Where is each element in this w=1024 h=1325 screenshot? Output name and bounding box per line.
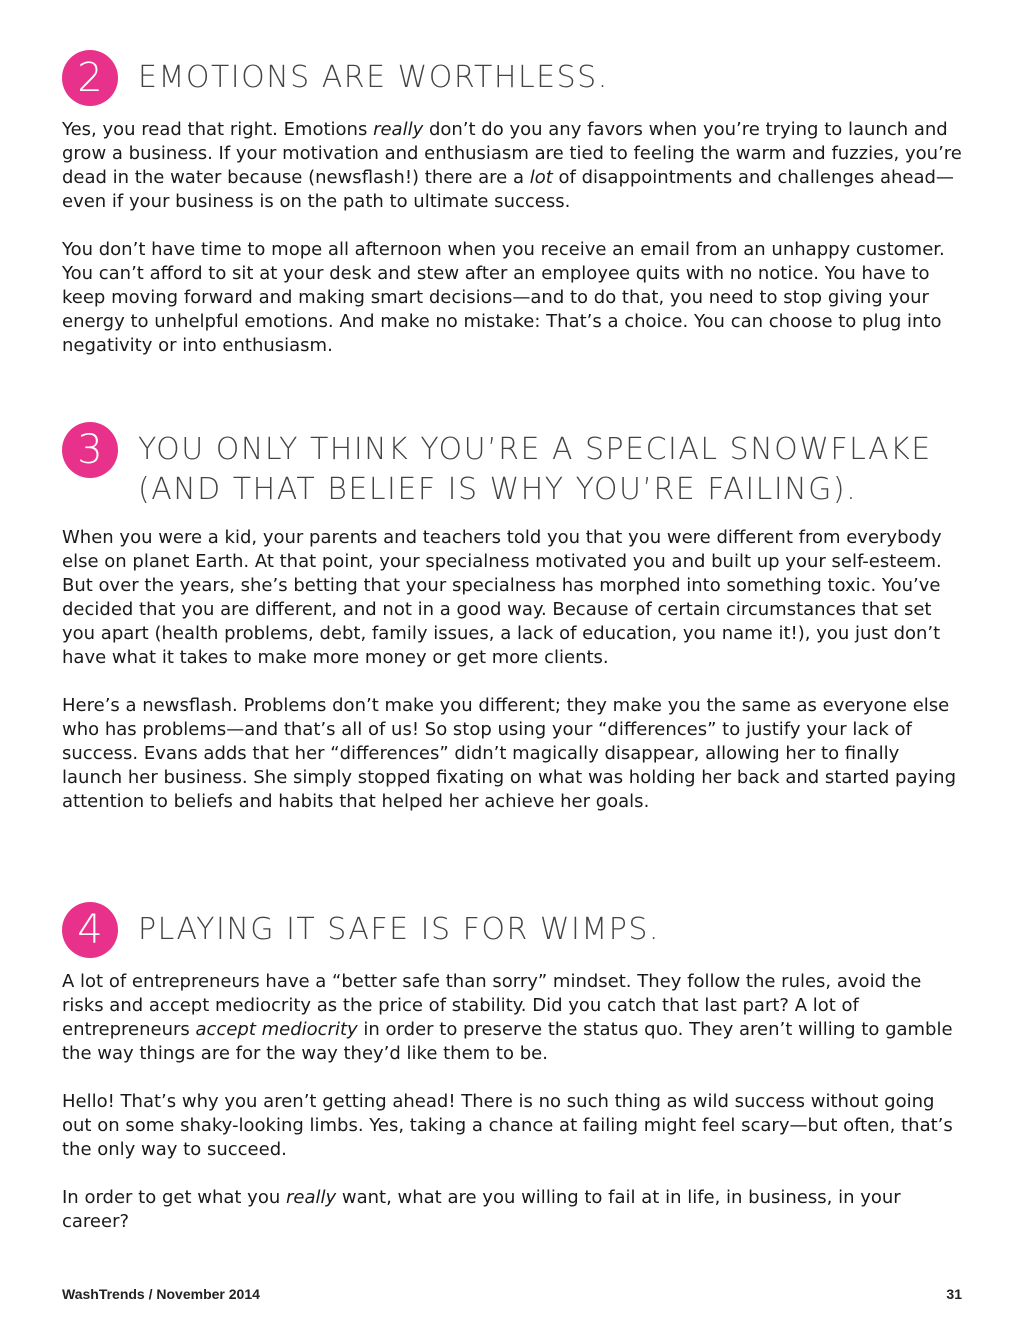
paragraph: Here’s a newsflash. Problems don’t make you different; they make you the same as everyone else who has problems—and that’s all of us! So stop using your “differences” to justify your lack of success. Evans adds that her “differences” didn’t magically disappear, allowing her to finally launch her business. She simply stopped fixating on what was holding her back and started paying attention to beliefs and habits that helped her achieve her goals.	[62, 695, 956, 812]
section-title: PLAYING IT SAFE IS FOR WIMPS.	[138, 912, 660, 947]
section-heading	[62, 50, 962, 110]
paragraph: Hello! That’s why you aren’t getting ahead! There is no such thing as wild success without going out on some shaky-looking limbs. Yes, taking a chance at failing might feel scary—but often, that’s the only way to succeed.	[62, 1091, 953, 1160]
paragraph: Yes, you read that right. Emotions really don’t do you any favors when you’re trying to launch and grow a business. If your motivation and enthusiasm are tied to feeling the warm and fuzzies, you’re dead in the water because (newsflash!) there are a lot of disappointments and challenges ahead—even if your business is on the path to ultimate success.	[62, 119, 962, 212]
paragraph: You don’t have time to mope all afternoon when you receive an email from an unhappy customer. You can’t afford to sit at your desk and stew after an employee quits with no notice. You have to keep moving forward and making smart decisions—and to do that, you need to stop giving your energy to unhelpful emotions. And make no mistake: That’s a choice. You can choose to plug into negativity or into enthusiasm.	[62, 239, 945, 356]
section-title: YOU ONLY THINK YOU’RE A SPECIAL SNOWFLAKE (AND THAT BELIEF IS WHY YOU’RE FAILING).	[138, 432, 932, 507]
section-number-badge: 2	[62, 50, 118, 106]
section-number-badge: 3	[62, 422, 118, 478]
section-number-badge: 4	[62, 902, 118, 958]
section-title: EMOTIONS ARE WORTHLESS.	[138, 60, 609, 95]
section-heading	[62, 422, 962, 512]
paragraph: When you were a kid, your parents and teachers told you that you were different from everybody else on planet Earth. At that point, your specialness motivated you and built up your self-esteem. But over the years, she’s betting that your specialness has morphed into something toxic. You’ve decided that you are different, and not in a good way. Because of certain circumstances that set you apart (health problems, debt, family issues, a lack of education, you name it!), you just don’t have what it takes to make more money or get more clients.	[62, 527, 942, 668]
publication-name: WashTrends / November 2014	[62, 1286, 260, 1302]
paragraph: A lot of entrepreneurs have a “better safe than sorry” mindset. They follow the rules, avoid the risks and accept mediocrity as the price of stability. Did you catch that last part? A lot of entrepreneurs accept mediocrity in order to preserve the status quo. They aren’t willing to gamble the way things are for the way they’d like them to be.	[62, 971, 953, 1064]
section-4	[62, 902, 962, 1234]
section-heading	[62, 902, 962, 962]
page-number: 31	[946, 1286, 962, 1302]
section-3	[62, 422, 962, 814]
paragraph: In order to get what you really want, what are you willing to fail at in life, in business, in your career?	[62, 1187, 901, 1232]
section-2	[62, 50, 962, 358]
